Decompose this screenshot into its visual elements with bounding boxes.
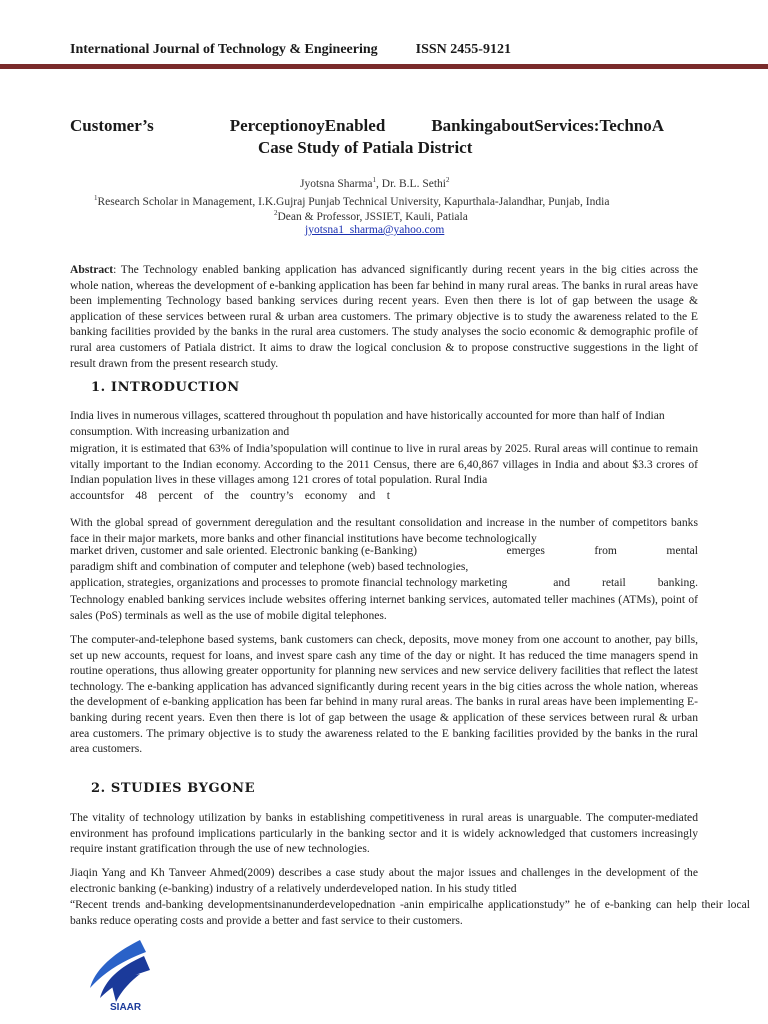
word: of <box>203 489 214 502</box>
word: accountsfor <box>70 489 125 502</box>
author-1: Jyotsna Sharma <box>300 177 373 190</box>
siaar-logo <box>82 936 152 1018</box>
word: and <box>358 489 376 502</box>
affiliation-1-sup: 1 <box>94 194 98 202</box>
word: the <box>224 489 239 502</box>
phrase: market driven, customer and sale oriented. Electronic banking (e-Banking) <box>70 544 418 557</box>
author-names <box>300 176 449 190</box>
word: banking. <box>657 576 698 589</box>
word: from <box>594 544 617 557</box>
studies-paragraph-1: The vitality of technology utilization by banks in establishing competitiveness in rural areas is unarguable. The computer-mediated environment has profound implications particularly in the banking sector and it is widely acknowledged that customers increasingly require instant gratification through the use of new technologies. <box>70 811 698 856</box>
intro-paragraph-2b <box>70 543 698 559</box>
title-word: BankingaboutServices:TechnoA <box>431 116 664 135</box>
title-word: PerceptionoyEnabled <box>229 116 386 135</box>
word: mental <box>666 544 698 557</box>
word: economy <box>304 489 348 502</box>
title-word: Customer’s <box>70 116 154 135</box>
journal-header <box>70 42 511 58</box>
abstract-text: : The Technology enabled banking application has advanced significantly during recent years in the big cities across the whole nation, whereas the development of e-banking application has been far behind in many rural areas. The banks in rural areas have been implementing Technology based banking services during recent years. Even then there is lot of gap between the usage & application of these services between rural & urban area customers. The primary objective is to study the awareness related to the E banking facilities provided by the banks in the rural area customers. The study analyses the socio economic & demographic profile of rural area customers of Patiala district. It aims to draw the logical conclusion & to propose constructive suggestions in the light of result drawn from the present research study. <box>70 263 698 370</box>
section-heading-studies-bygone: 2. STUDIES BYGONE <box>91 781 256 796</box>
affiliation-1-text: Research Scholar in Management, I.K.Gujraj Punjab Technical University, Kapurthala-Jalandhar, Punjab, India <box>97 195 610 208</box>
intro-paragraph-2c: paradigm shift and combination of computer and telephone (web) based technologies, <box>70 560 469 573</box>
intro-paragraph-2e: Technology enabled banking services include websites offering internet banking services, automated teller machines (ATMs), point of sales (PoS) terminals as well as the use of mobile digital telephones. <box>70 593 698 622</box>
issn: ISSN 2455-9121 <box>415 42 511 57</box>
word: 48 <box>135 489 148 502</box>
author-2: , Dr. B.L. Sethi <box>376 177 446 190</box>
author-email-link[interactable]: jyotsna1_sharma@yahoo.com <box>305 224 445 236</box>
header-rule <box>0 64 768 69</box>
word: country’s <box>250 489 294 502</box>
author-2-sup: 2 <box>445 176 450 184</box>
word: t <box>386 489 390 502</box>
studies-paragraph-2a: Jiaqin Yang and Kh Tanveer Ahmed(2009) describes a case study about the major issues and challenges in the development of the electronic banking (e-banking) industry of a relatively underdeveloped nation. In his study titled <box>70 866 698 895</box>
siaar-logo-text: SIAAR <box>110 1002 142 1013</box>
intro-paragraph-2a: With the global spread of government deregulation and the resultant consolidation and increase in the number of competitors banks face in their major markets, more banks and other financial institutions have become technologically <box>70 516 698 545</box>
word: retail <box>601 576 626 589</box>
affiliation-1 <box>94 194 609 208</box>
intro-paragraph-2d <box>70 575 698 591</box>
intro-paragraph-3: The computer-and-telephone based systems, bank customers can check, deposits, move money from one account to another, pay bills, set up new accounts, request for loans, and invest spare cash any time of the day or night. It has reduced the time managers spend in routine operations, thus allowing greater opportunity for planning new services and new service delivery facilities that reflect the latest technology. The e-banking application has advanced significantly during recent years in the big cities across the whole nation, whereas the development of e-banking application has been far behind in many rural areas. The banks in rural areas have been implementing E-banking during recent years. Even then there is lot of gap between the usage & application of these services between rural & urban area customers. The primary objective is to study the awareness related to the E banking facilities provided by the banks in the rural area customers. <box>70 633 698 756</box>
intro-paragraph-1a: India lives in numerous villages, scattered throughout th population and have historically accounted for more than half of Indian consumption. With increasing urbanization and <box>70 409 665 438</box>
abstract <box>70 262 698 371</box>
affiliation-2-text: Dean & Professor, JSSIET, Kauli, Patiala <box>277 210 468 223</box>
word: and <box>553 576 571 589</box>
phrase: application, strategies, organizations and processes to promote financial technology marketing <box>70 576 508 589</box>
paper-title-line1 <box>70 116 664 136</box>
affiliation-2 <box>274 209 468 223</box>
author-1-sup: 1 <box>372 176 377 184</box>
word: percent <box>158 489 193 502</box>
abstract-label: Abstract <box>70 263 114 276</box>
journal-name: International Journal of Technology & Engineering <box>70 42 378 57</box>
word: emerges <box>506 544 545 557</box>
paper-title-line2: Case Study of Patiala District <box>258 138 473 157</box>
section-heading-introduction: 1. INTRODUCTION <box>91 380 240 395</box>
affiliation-2-sup: 2 <box>274 209 278 217</box>
intro-paragraph-1c <box>70 488 390 504</box>
siaar-logo-icon <box>82 936 152 1006</box>
intro-paragraph-1b: migration, it is estimated that 63% of India’spopulation will continue to live in rural areas by 2025. Rural areas will continue to remain vitally important to the Indian economy. According to the 2011 Census, there are 6,40,867 villages in India and about $3.3 crores of Indian population lives in these villages among 121 crores of total population. Rural India <box>70 442 698 487</box>
studies-paragraph-2b: “Recent trends and-banking developmentsinanunderdevelopednation -anin empiricalhe applicationstudy” he of e-banking can help their local banks reduce operating costs and provide a better and fast service to their customers. <box>70 898 750 927</box>
